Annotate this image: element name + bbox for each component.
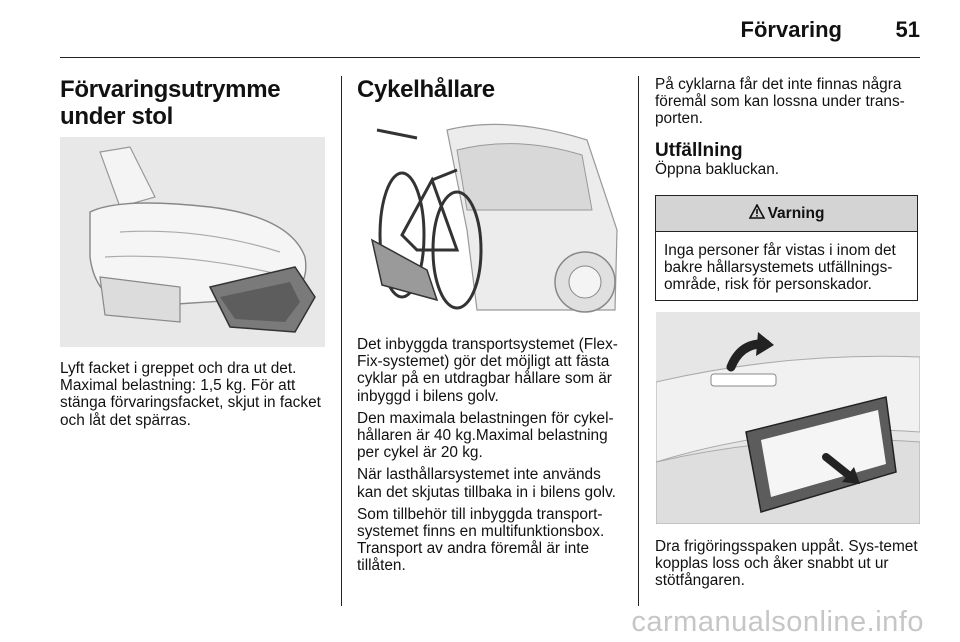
warning-header [656,196,917,232]
chapter-title: Förvaring [740,17,842,42]
bike-carrier-text-block [357,336,627,575]
body-paragraph: När lasthållarsystemet inte används kan det skjutas tillbaka in i bilens golv. [357,466,616,501]
section-heading: Cykelhållare [357,76,495,103]
instruction-step: Dra frigöringsspaken uppåt. Sys-temet kopplas loss och åker snabbt ut ur stötfångaren. [655,538,918,590]
body-paragraph: Lyft facket i greppet och dra ut det. Maximal belastning: 1,5 kg. För att stänga förvaringsfacket, skjut in facket och låt det spärras. [60,360,321,429]
header-rule [60,57,920,58]
warning-box [655,195,918,301]
warning-triangle-icon [749,204,765,224]
column-bike-carrier [357,76,625,103]
subsection-heading: Utfällning [655,139,743,161]
warning-text: Inga personer får vistas i inom det bakre hållarsystemets utfällnings-område, risk för personskador. [664,242,896,294]
body-paragraph: Som tillbehör till inbyggda transport-systemet finns en multifunktionsbox. Transport av andra föremål är inte tillåten. [357,505,605,575]
section-heading: Förvaringsutrymme under stol [60,76,281,130]
storage-text-block [60,360,325,429]
column-divider [638,76,639,606]
intro-paragraph: På cyklarna får det inte finnas några föremål som kan lossna under trans-porten. [655,76,905,128]
release-lever-illustration [656,312,920,524]
page-header [0,0,960,58]
column-unfolding [655,76,920,178]
watermark-text: carmanualsonline.info [631,606,924,638]
column-divider [341,76,342,606]
body-paragraph: Den maximala belastningen för cykel-hållaren är 40 kg.Maximal belastning per cykel är 20 kg. [357,409,614,462]
warning-title: Varning [767,204,825,222]
body-paragraph: Det inbyggda transportsystemet (Flex-Fix-systemet) gör det möjligt att fästa cyklar på en utdragbar hållare som är inbyggd i bilens golv. [357,336,618,405]
page-number: 51 [895,17,920,42]
instruction-step: Öppna bakluckan. [655,160,780,178]
bike-carrier-illustration [357,110,625,320]
release-text-block [655,538,923,590]
column-storage-under-seat [60,76,325,130]
seat-drawer-illustration [60,137,325,347]
